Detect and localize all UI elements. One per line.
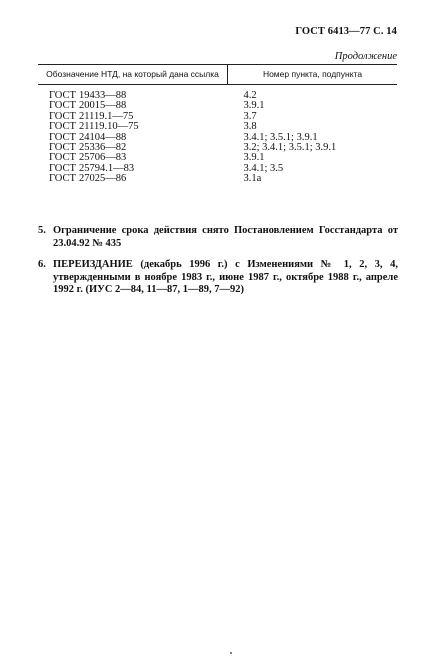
document-prefix: ГОСТ [49, 90, 76, 101]
document-prefix: ГОСТ [49, 142, 76, 154]
document-number: 20015—88 [79, 100, 127, 112]
clause-cell: 3.7 [243, 110, 257, 122]
clause-cell: 3.4.1; 3.5 [243, 162, 284, 174]
document-cell [38, 174, 228, 184]
document-prefix: ГОСТ [49, 173, 76, 185]
document-number: 25336—82 [79, 142, 127, 154]
note-text: Ограничение срока действия снято Постановлением Госстандарта от 23.04.92 № 435 [53, 225, 398, 249]
reference-table [38, 64, 397, 185]
clause-cell: 3.8 [243, 121, 257, 133]
clause-cell: 3.4.1; 3.5.1; 3.9.1 [243, 131, 318, 143]
table-header-row [38, 65, 397, 85]
table-row [38, 174, 397, 184]
document-cell [38, 85, 228, 102]
document-number: 27025—86 [79, 173, 127, 185]
document-number: 21119.1—75 [79, 110, 134, 122]
clause-cell: 4.2 [243, 90, 257, 101]
clause-cell: 3.9.1 [243, 100, 265, 112]
document-prefix: ГОСТ [49, 152, 76, 164]
column-header-clause: Номер пункта, подпункта [228, 65, 398, 85]
page-header: ГОСТ 6413—77 С. 14 [295, 26, 397, 37]
note-item [38, 225, 398, 250]
document-number: 21119.10—75 [79, 121, 139, 133]
document-number: 19433—88 [79, 90, 127, 101]
note-text: ПЕРЕИЗДАНИЕ (декабрь 1996 г.) с Изменениями № 1, 2, 3, 4, утвержденными в ноябре 1983 г., июне 1987 г., октябре 1988 г., апреле 1992 г. (ИУС 2—84, 11—87, 1—89, 7—92) [53, 259, 398, 295]
document-number: 25794.1—83 [79, 162, 135, 174]
table-row [38, 85, 397, 102]
clause-cell: 3.9.1 [243, 152, 265, 164]
column-header-document: Обозначение НТД, на который дана ссылка [38, 65, 228, 85]
document-prefix: ГОСТ [49, 162, 76, 174]
clause-cell: 3.1а [243, 173, 262, 185]
continuation-label: Продолжение [334, 51, 397, 62]
stray-dot [230, 652, 232, 654]
document-prefix: ГОСТ [49, 131, 76, 143]
document-number: 25706—83 [79, 152, 127, 164]
document-prefix: ГОСТ [49, 110, 76, 122]
note-number: 5. [38, 225, 46, 236]
note-number: 6. [38, 259, 46, 270]
note-item [38, 259, 398, 297]
document-number: 24104—88 [79, 131, 127, 143]
clause-cell: 3.2; 3.4.1; 3.5.1; 3.9.1 [243, 142, 337, 154]
document-prefix: ГОСТ [49, 121, 76, 133]
document-prefix: ГОСТ [49, 100, 76, 112]
